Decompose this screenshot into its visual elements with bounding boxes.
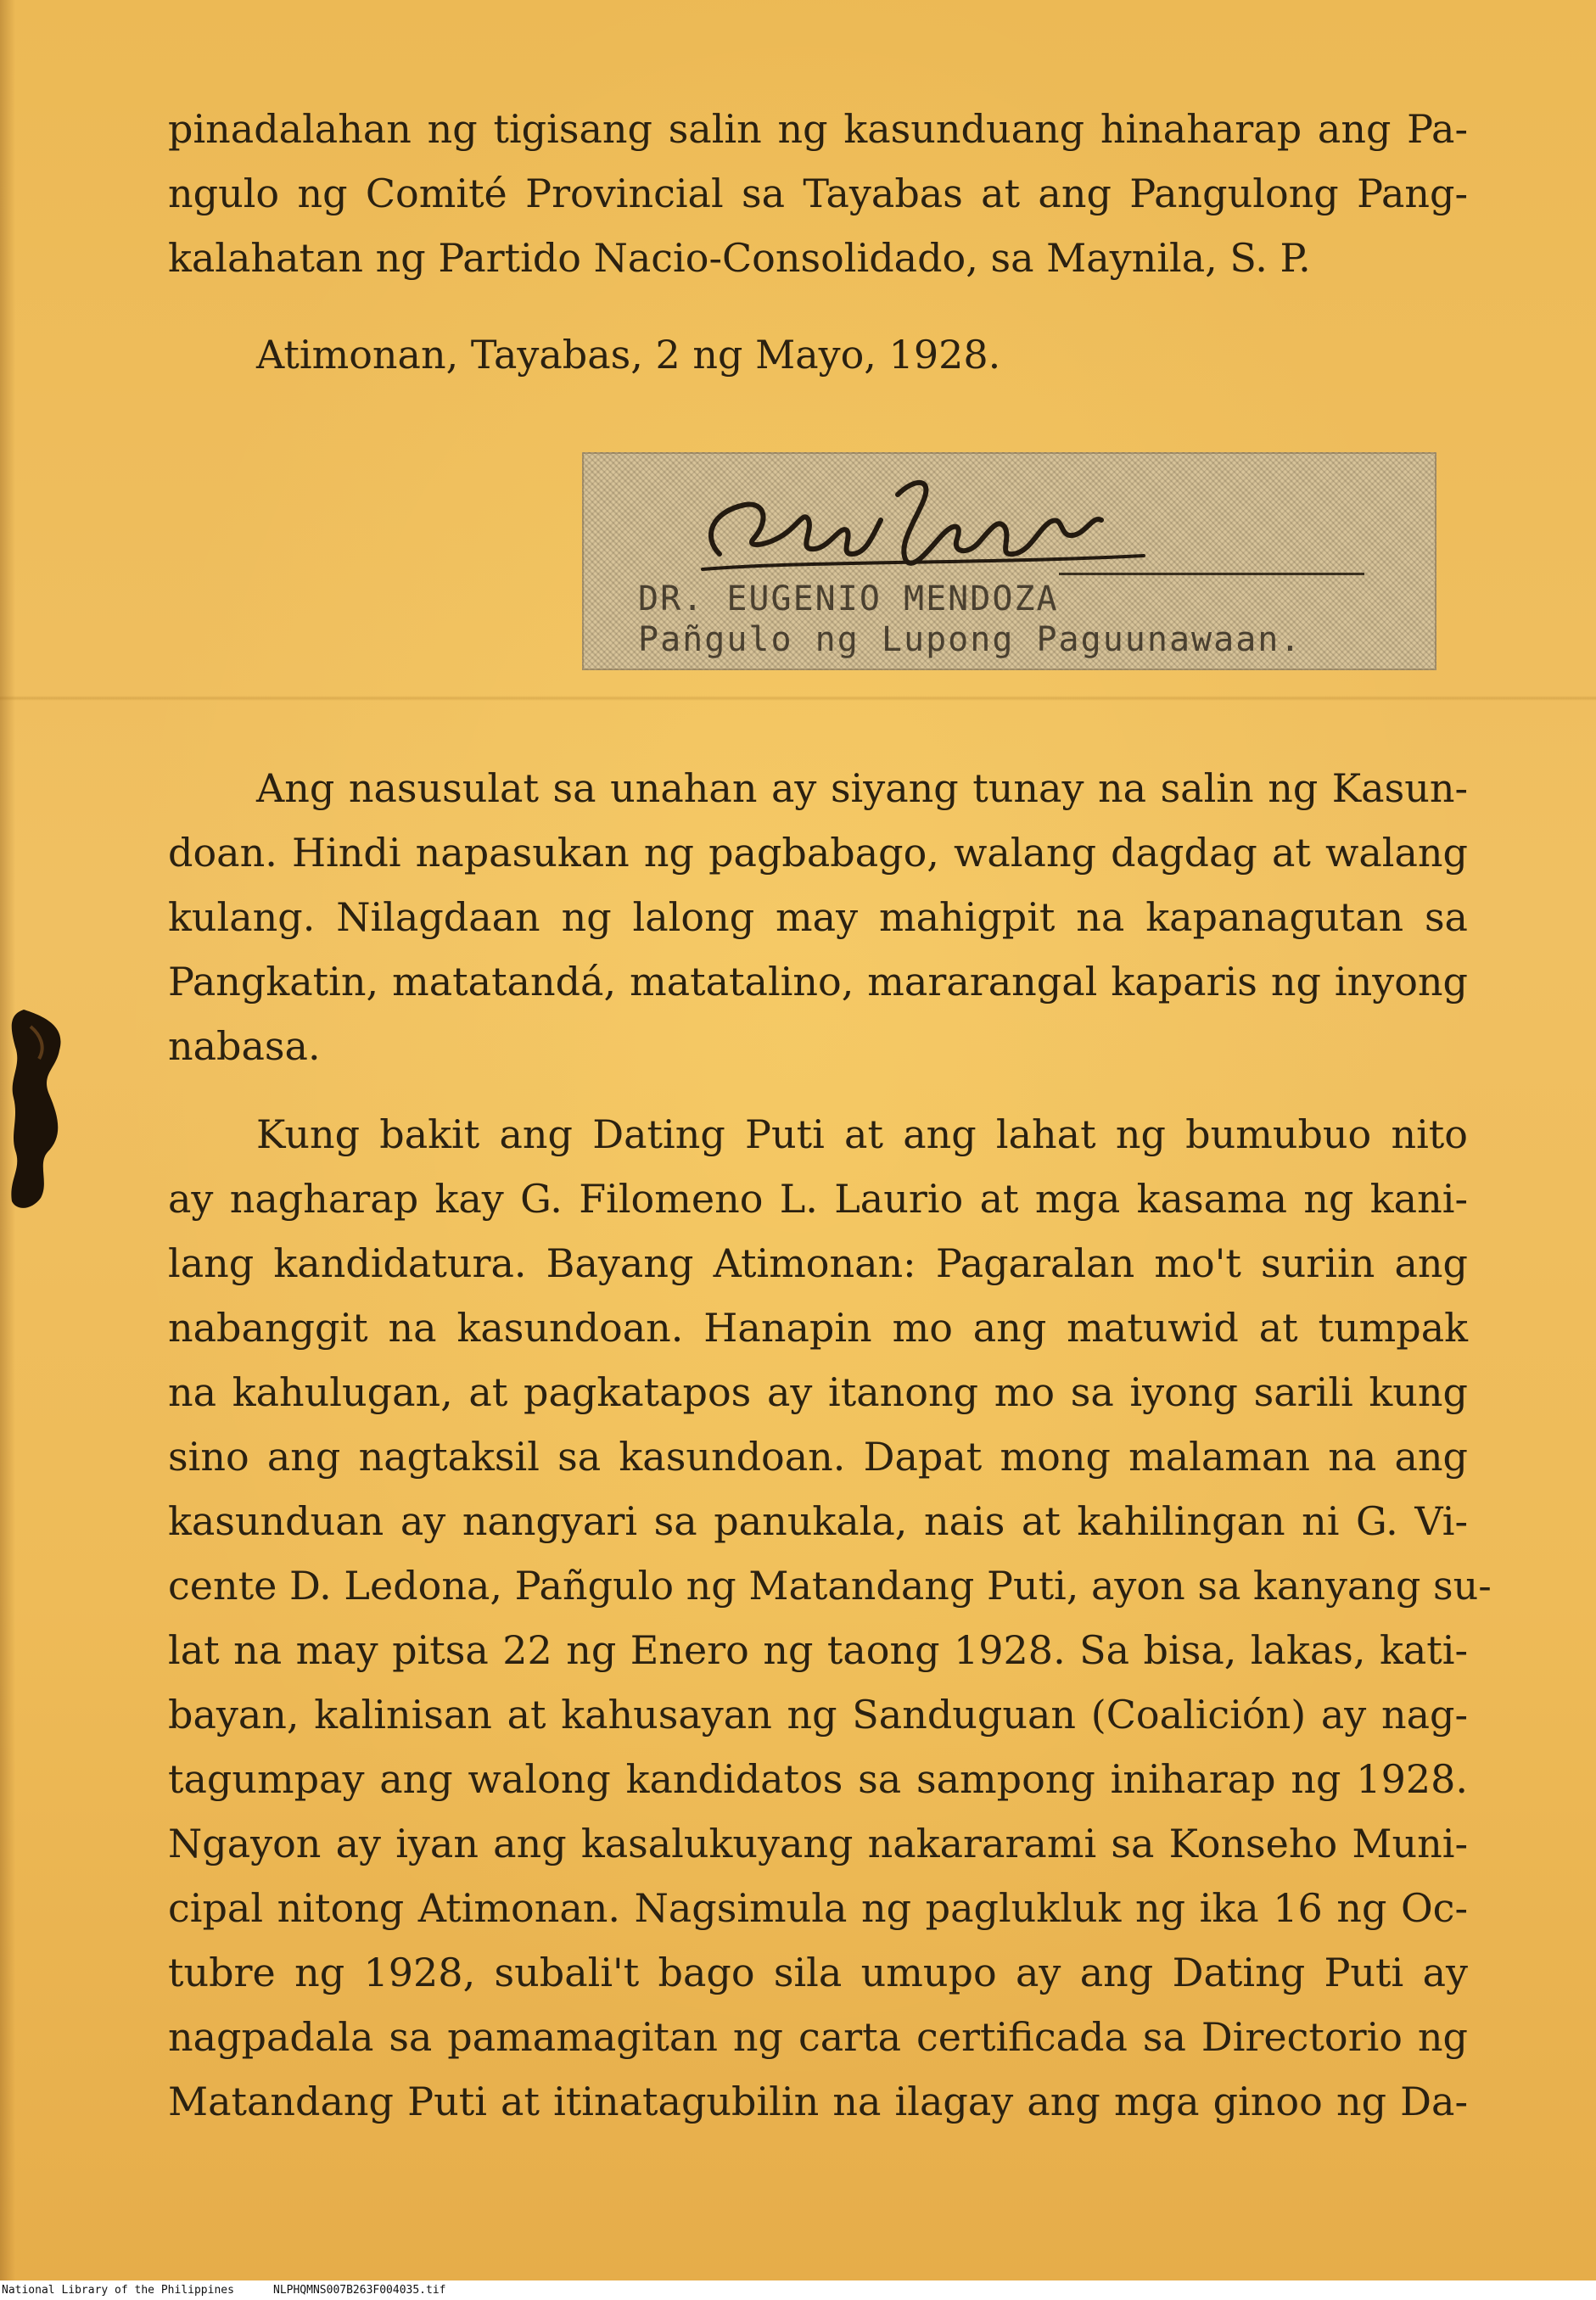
text-line: tubre ng 1928, subali't bago sila umupo ay ang Dating Puti ay bbox=[168, 1950, 1468, 1995]
text-line: ngulo ng Comité Provincial sa Tayabas at ang Pangulong Pang- bbox=[168, 171, 1468, 216]
footer-library: National Library of the Philippines bbox=[2, 2284, 234, 2297]
footer-filename: NLPHQMNS007B263F004035.tif bbox=[273, 2284, 446, 2297]
burn-hole-damage bbox=[7, 1010, 75, 1213]
text-line: lat na may pitsa 22 ng Enero ng taong 1928. Sa bisa, lakas, kati- bbox=[168, 1627, 1468, 1673]
text-line: Pangkatin, matatandá, matatalino, mararangal kaparis ng inyong bbox=[168, 959, 1468, 1005]
text-line: sino ang nagtaksil sa kasundoan. Dapat mong malaman na ang bbox=[168, 1434, 1468, 1480]
text-line: tagumpay ang walong kandidatos sa sampong iniharap ng 1928. bbox=[168, 1756, 1468, 1802]
text-line: kulang. Nilagdaan ng lalong may mahigpit na kapanagutan sa bbox=[168, 894, 1468, 940]
text-line: nabasa. bbox=[168, 1023, 321, 1069]
text-line: pinadalahan ng tigisang salin ng kasunduang hinaharap ang Pa- bbox=[168, 106, 1468, 152]
signature-rule bbox=[1059, 573, 1364, 575]
text-line: Kung bakit ang Dating Puti at ang lahat ng bumubuo nito bbox=[256, 1111, 1468, 1157]
handwritten-signature bbox=[618, 461, 1161, 588]
text-line: Ang nasusulat sa unahan ay siyang tunay na salin ng Kasun- bbox=[256, 765, 1468, 811]
signatory-name: DR. EUGENIO MENDOZA bbox=[638, 579, 1059, 618]
text-line: Ngayon ay iyan ang kasalukuyang nakararami sa Konseho Muni- bbox=[168, 1821, 1468, 1866]
text-line: nabanggit na kasundoan. Hanapin mo ang matuwid at tumpak bbox=[168, 1305, 1468, 1351]
text-line: lang kandidatura. Bayang Atimonan: Pagaralan mo't suriin ang bbox=[168, 1240, 1468, 1286]
text-line: ay nagharap kay G. Filomeno L. Laurio at mga kasama ng kani- bbox=[168, 1176, 1468, 1222]
date-line: Atimonan, Tayabas, 2 ng Mayo, 1928. bbox=[256, 332, 1001, 378]
text-line: na kahulugan, at pagkatapos ay itanong mo sa iyong sarili kung bbox=[168, 1369, 1468, 1415]
text-line: kasunduan ay nangyari sa panukala, nais at kahilingan ni G. Vi- bbox=[168, 1498, 1468, 1544]
signature-stamp bbox=[582, 452, 1436, 670]
text-line: cente D. Ledona, Pañgulo ng Matandang Puti, ayon sa kanyang su- bbox=[168, 1563, 1492, 1609]
signatory-title: Pañgulo ng Lupong Paguunawaan. bbox=[638, 620, 1302, 659]
text-line: nagpadala sa pamamagitan ng carta certificada sa Directorio ng bbox=[168, 2014, 1468, 2060]
text-line: bayan, kalinisan at kahusayan ng Sanduguan (Coalición) ay nag- bbox=[168, 1692, 1468, 1738]
text-line: Matandang Puti at itinatagubilin na ilagay ang mga ginoo ng Da- bbox=[168, 2079, 1468, 2124]
text-line: doan. Hindi napasukan ng pagbabago, walang dagdag at walang bbox=[168, 830, 1468, 876]
text-line: cipal nitong Atimonan. Nagsimula ng paglukluk ng ika 16 ng Oc- bbox=[168, 1885, 1468, 1931]
scan-footer bbox=[0, 2280, 1596, 2300]
text-line: kalahatan ng Partido Nacio-Consolidado, sa Maynila, S. P. bbox=[168, 235, 1311, 281]
paper-fold bbox=[0, 696, 1596, 701]
